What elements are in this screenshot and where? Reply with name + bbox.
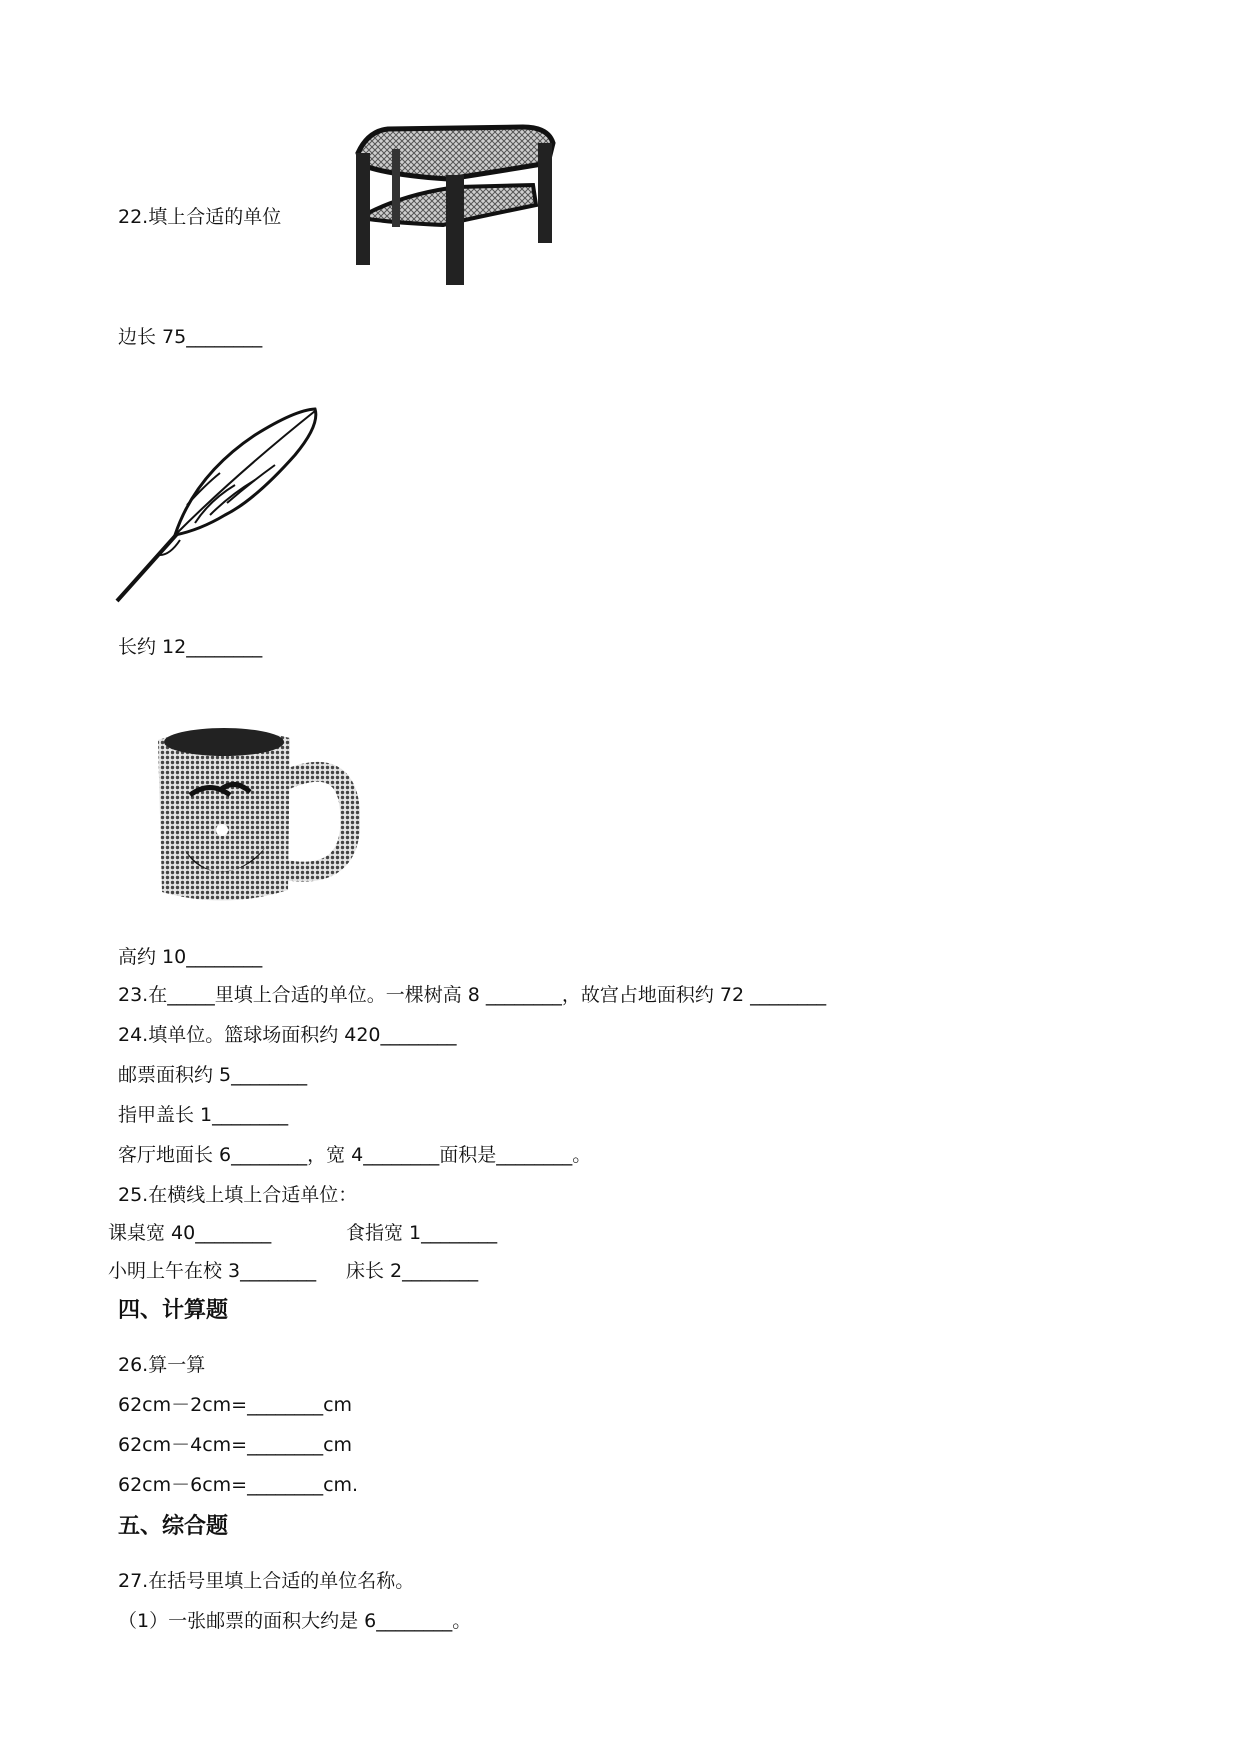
q24-line1: 24.填单位。篮球场面积约 420________ (118, 1024, 457, 1046)
table-illustration (348, 123, 562, 291)
q26-title: 26.算一算 (118, 1354, 206, 1376)
mug-illustration (150, 720, 360, 910)
q27-item1: （1）一张邮票的面积大约是 6________。 (118, 1610, 472, 1632)
q24-line3: 指甲盖长 1________ (118, 1104, 289, 1126)
q25-item-finger-width: 食指宽 1________ (346, 1222, 498, 1244)
q22-item-side-length: 边长 75________ (118, 326, 263, 348)
q26-line1: 62cm－2cm=________cm (118, 1394, 353, 1416)
q24-line2: 邮票面积约 5________ (118, 1064, 308, 1086)
q24-line4: 客厅地面长 6________，宽 4________面积是________。 (118, 1144, 592, 1166)
q27-title: 27.在括号里填上合适的单位名称。 (118, 1570, 415, 1592)
q25-item-bed-length: 床长 2________ (346, 1260, 479, 1282)
q22-item-length: 长约 12________ (118, 636, 263, 658)
section-heading-comprehensive: 五、综合题 (118, 1514, 229, 1539)
q25-item-desk-width: 课桌宽 40________ (108, 1222, 272, 1244)
q26-line2: 62cm－4cm=________cm (118, 1434, 353, 1456)
q25-title: 25.在横线上填上合适单位： (118, 1184, 358, 1206)
feather-illustration (115, 405, 325, 605)
q22-title: 22.填上合适的单位 (118, 206, 282, 228)
q25-item-school-time: 小明上午在校 3________ (108, 1260, 317, 1282)
q22-item-height: 高约 10________ (118, 946, 263, 968)
q23-text: 23.在_____里填上合适的单位。一棵树高 8 ________，故宫占地面积约 72 ________ (118, 984, 827, 1006)
q26-line3: 62cm－6cm=________cm. (118, 1474, 359, 1496)
section-heading-calculation: 四、计算题 (118, 1298, 229, 1323)
